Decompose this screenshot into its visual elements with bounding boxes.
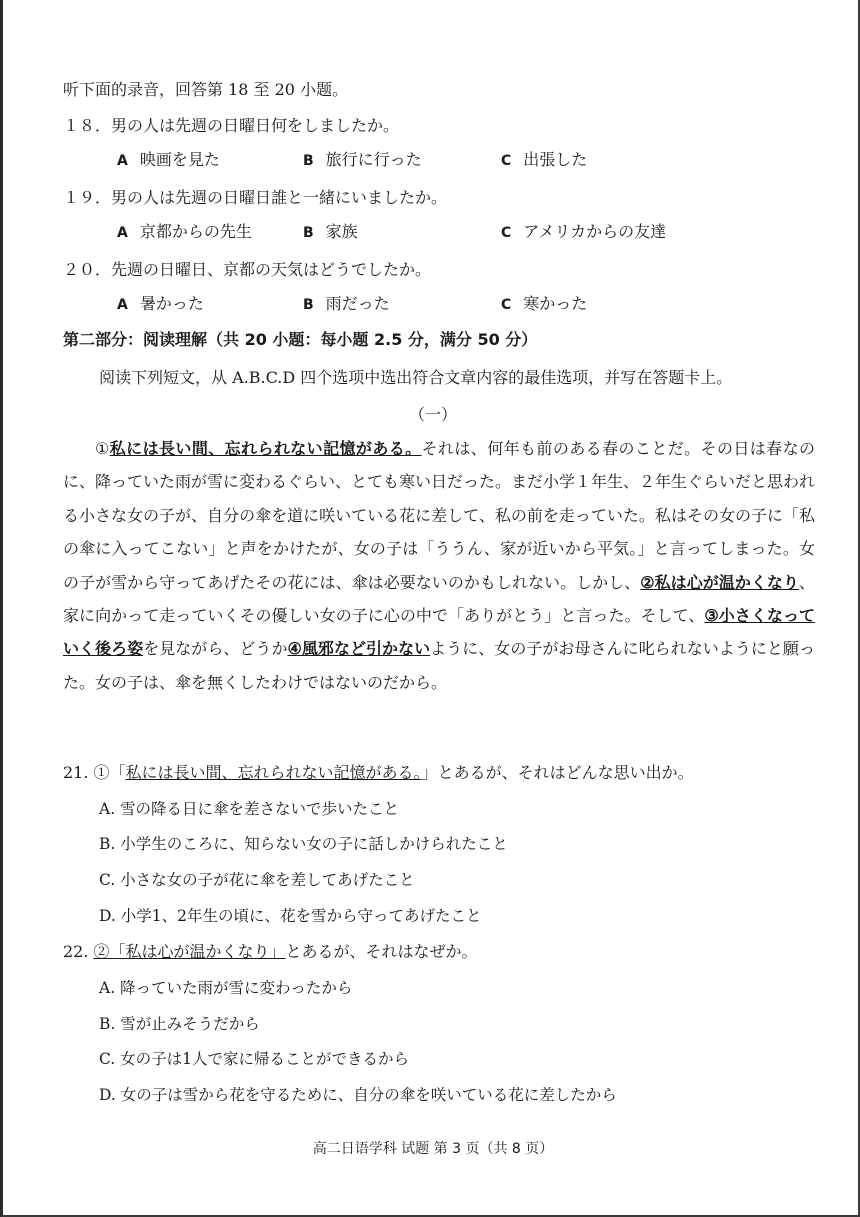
page-footer: 高二日语学科 试题 第 3 页（共 8 页） <box>312 1141 554 1157</box>
reading-passage <box>63 432 815 699</box>
underline-3: ③小さくなっていく後ろ姿 <box>63 606 815 659</box>
question-21-quote: 私には長い間、忘れられない記憶がある。 <box>125 763 422 782</box>
option-b: B 旅行に行った <box>303 150 422 169</box>
question-21-option-b: B. 小学生のころに、知らない女の子に話しかけられたこと <box>99 835 508 853</box>
option-b: B 雨だった <box>303 294 390 313</box>
passage-text: ように、女の子がお母さんに叱られないようにと願った。女の子は、傘を無くしたわけではないのだから。 <box>63 639 815 692</box>
section-title: 第二部分：阅读理解（共 20 小题：每小题 2.5 分，满分 50 分） <box>63 330 538 349</box>
question-22: 22. ②「私は心が温かくなり」とあるが、それはなぜか。 <box>63 942 478 961</box>
underline-2: ②私は心が温かくなり <box>640 572 799 592</box>
option-c: C アメリカからの友達 <box>501 222 667 241</box>
reading-instruction: 阅读下列短文，从 A.B.C.D 四个选项中选出符合文章内容的最佳选项，并写在答题卡上。 <box>99 368 733 387</box>
option-c: C 寒かった <box>501 294 588 313</box>
question-21-option-c: C. 小さな女の子が花に傘を差してあげたこと <box>99 871 415 889</box>
listening-intro: 听下面的录音，回答第 18 至 20 小题。 <box>63 80 349 99</box>
question-22-quote: ②「私は心が温かくなり」 <box>93 942 286 961</box>
question-22-option-b: B. 雪が止みそうだから <box>99 1015 260 1033</box>
passage-text: を見ながら、どうか <box>143 639 288 659</box>
option-a: A 映画を見た <box>117 150 220 169</box>
passage-label: （一） <box>408 405 457 424</box>
question-21-option-a: A. 雪の降る日に傘を差さないで歩いたこと <box>99 800 400 818</box>
question-18: １８．男の人は先週の日曜日何をしましたか。 <box>63 116 400 135</box>
underline-1: 私には長い間、忘れられない記憶がある。 <box>109 439 422 458</box>
question-21-option-d: D. 小学1、2年生の頃に、花を雪から守ってあげたこと <box>99 907 482 925</box>
passage-text: ① <box>95 439 110 458</box>
question-21: 21. ①「私には長い間、忘れられない記憶がある。」とあるが、それはどんな思い出か。 <box>63 763 694 782</box>
passage-text: 、家に向かって走っていくその優しい女の子に心の中で「ありがとう」と言った。そして、 <box>63 572 815 626</box>
underline-4: ④風邪など引かない <box>287 639 431 659</box>
option-a: A 暑かった <box>117 294 204 313</box>
option-c: C 出張した <box>501 150 588 169</box>
option-b: B 家族 <box>303 222 358 241</box>
passage-text: それは、何年も前のある春のことだ。その日は春なのに、降っていた雨が雪に変わるぐらい、とても寒い日だった。まだ小学１年生、２年生ぐらいだと思われる小さな女の子が、自分の傘を道に咲いている花に差して、私の前を走っていた。私はその女の子に「私の傘に入ってこない」と声をかけたが、女の子は「ううん、家が近いから平気。」と言ってしまった。女の子が雪から守ってあげたその花には、傘は必要ないのかもしれない。しかし、 <box>63 439 816 592</box>
question-22-option-a: A. 降っていた雨が雪に変わったから <box>99 979 353 997</box>
question-20: ２０．先週の日曜日、京都の天気はどうでしたか。 <box>63 260 432 279</box>
option-a: A 京都からの先生 <box>117 222 252 241</box>
question-22-option-c: C. 女の子は1人で家に帰ることができるから <box>99 1050 410 1068</box>
question-19: １９．男の人は先週の日曜日誰と一緒にいましたか。 <box>63 188 448 207</box>
question-22-option-d: D. 女の子は雪から花を守るために、自分の傘を咲いている花に差したから <box>99 1086 617 1104</box>
